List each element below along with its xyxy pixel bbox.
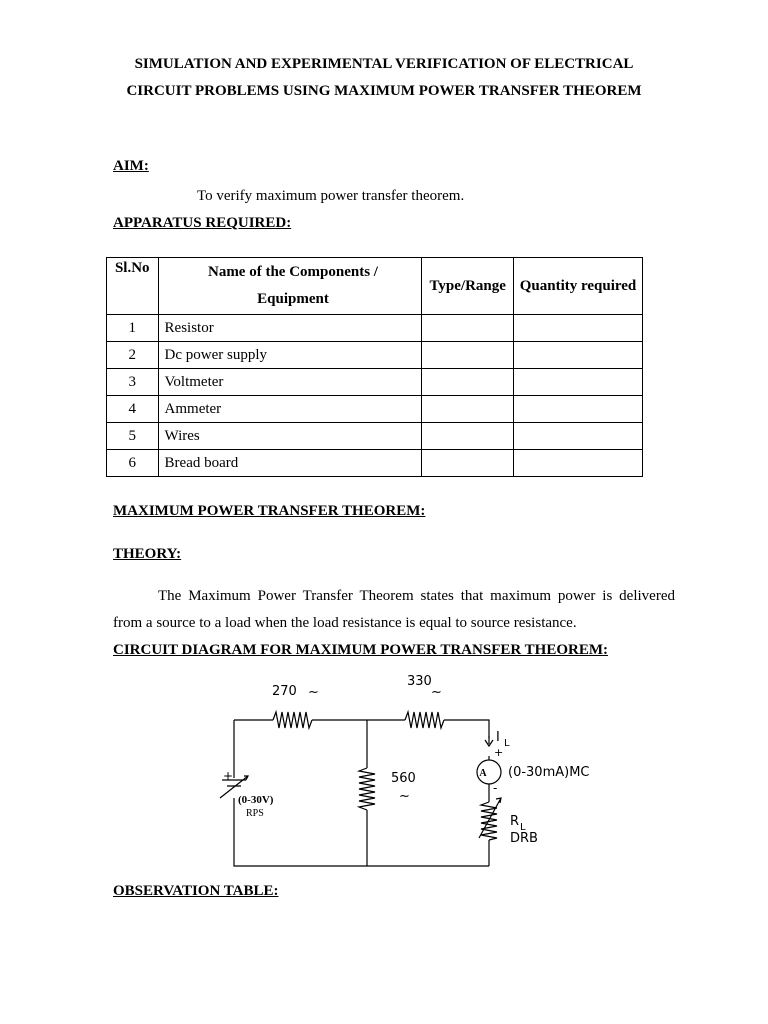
cell-qty [514,342,643,369]
source-name: RPS [246,808,264,819]
load-subscript: L [520,822,526,833]
cell-name: Wires [158,423,422,450]
header-slno: Sl.No [107,258,159,315]
resistor-330-icon [405,712,444,728]
cell-slno: 4 [107,396,159,423]
cell-qty [514,396,643,423]
r2-label: 330 [407,674,432,689]
cell-name: Voltmeter [158,369,422,396]
resistor-560-icon [359,768,375,810]
table-row [107,423,643,450]
table-row [107,315,643,342]
title-line-2: CIRCUIT PROBLEMS USING MAXIMUM POWER TRANSFER THEOREM [126,83,642,99]
header-name-line1: Name of the Components / [207,264,378,280]
cell-qty [514,423,643,450]
cell-name: Bread board [158,450,422,477]
r1-ohm: ~ [308,685,319,700]
cell-type [422,369,514,396]
ammeter-minus: - [493,781,498,795]
table-row [107,396,643,423]
load-name: DRB [510,831,538,846]
ammeter-range: (0-30mA)MC [508,765,590,780]
cell-name: Resistor [158,315,422,342]
table-row [107,450,643,477]
aim-heading: AIM: [113,158,149,174]
load-label: R [510,814,520,829]
current-arrow-icon [485,736,493,746]
cell-slno: 5 [107,423,159,450]
table-row [107,369,643,396]
apparatus-table [106,257,643,477]
cell-type [422,450,514,477]
aim-text: To verify maximum power transfer theorem. [197,188,465,204]
theory-line-2: from a source to a load when the load resistance is equal to source resistance. [113,615,577,631]
theory-line-1: The Maximum Power Transfer Theorem states that maximum power is delivered [158,588,675,604]
cell-type [422,396,514,423]
current-label: I [496,730,500,745]
header-type: Type/Range [422,258,514,315]
header-name [158,258,422,315]
top-wire [234,720,489,738]
circuit-heading: CIRCUIT DIAGRAM FOR MAXIMUM POWER TRANSFER THEOREM: [113,642,609,658]
table-header-row [107,258,643,315]
header-name-line2: Equipment [257,291,329,307]
cell-slno: 1 [107,315,159,342]
ammeter-symbol: A [479,768,487,779]
mpt-heading: MAXIMUM POWER TRANSFER THEOREM: [113,503,426,519]
apparatus-heading: APPARATUS REQUIRED: [113,215,292,231]
table-row [107,342,643,369]
cell-name: Ammeter [158,396,422,423]
r3-ohm: ~ [399,789,410,804]
r1-label: 270 [272,684,297,699]
cell-slno: 3 [107,369,159,396]
r2-ohm: ~ [431,685,442,700]
title-line-1: SIMULATION AND EXPERIMENTAL VERIFICATION OF ELECTRICAL [134,56,634,72]
cell-qty [514,315,643,342]
r3-label: 560 [391,771,416,786]
source-range: (0-30V) [238,794,274,806]
source-plus: + [223,769,234,783]
cell-type [422,342,514,369]
circuit-diagram [200,668,590,874]
cell-name: Dc power supply [158,342,422,369]
cell-slno: 6 [107,450,159,477]
cell-qty [514,369,643,396]
cell-type [422,315,514,342]
header-qty: Quantity required [514,258,643,315]
observation-heading: OBSERVATION TABLE: [113,883,279,899]
ammeter-plus: + [494,746,504,759]
current-subscript: L [504,738,510,749]
left-wire [234,720,489,866]
resistor-270-icon [273,712,312,728]
cell-qty [514,450,643,477]
theory-heading: THEORY: [113,546,182,562]
cell-slno: 2 [107,342,159,369]
cell-type [422,423,514,450]
